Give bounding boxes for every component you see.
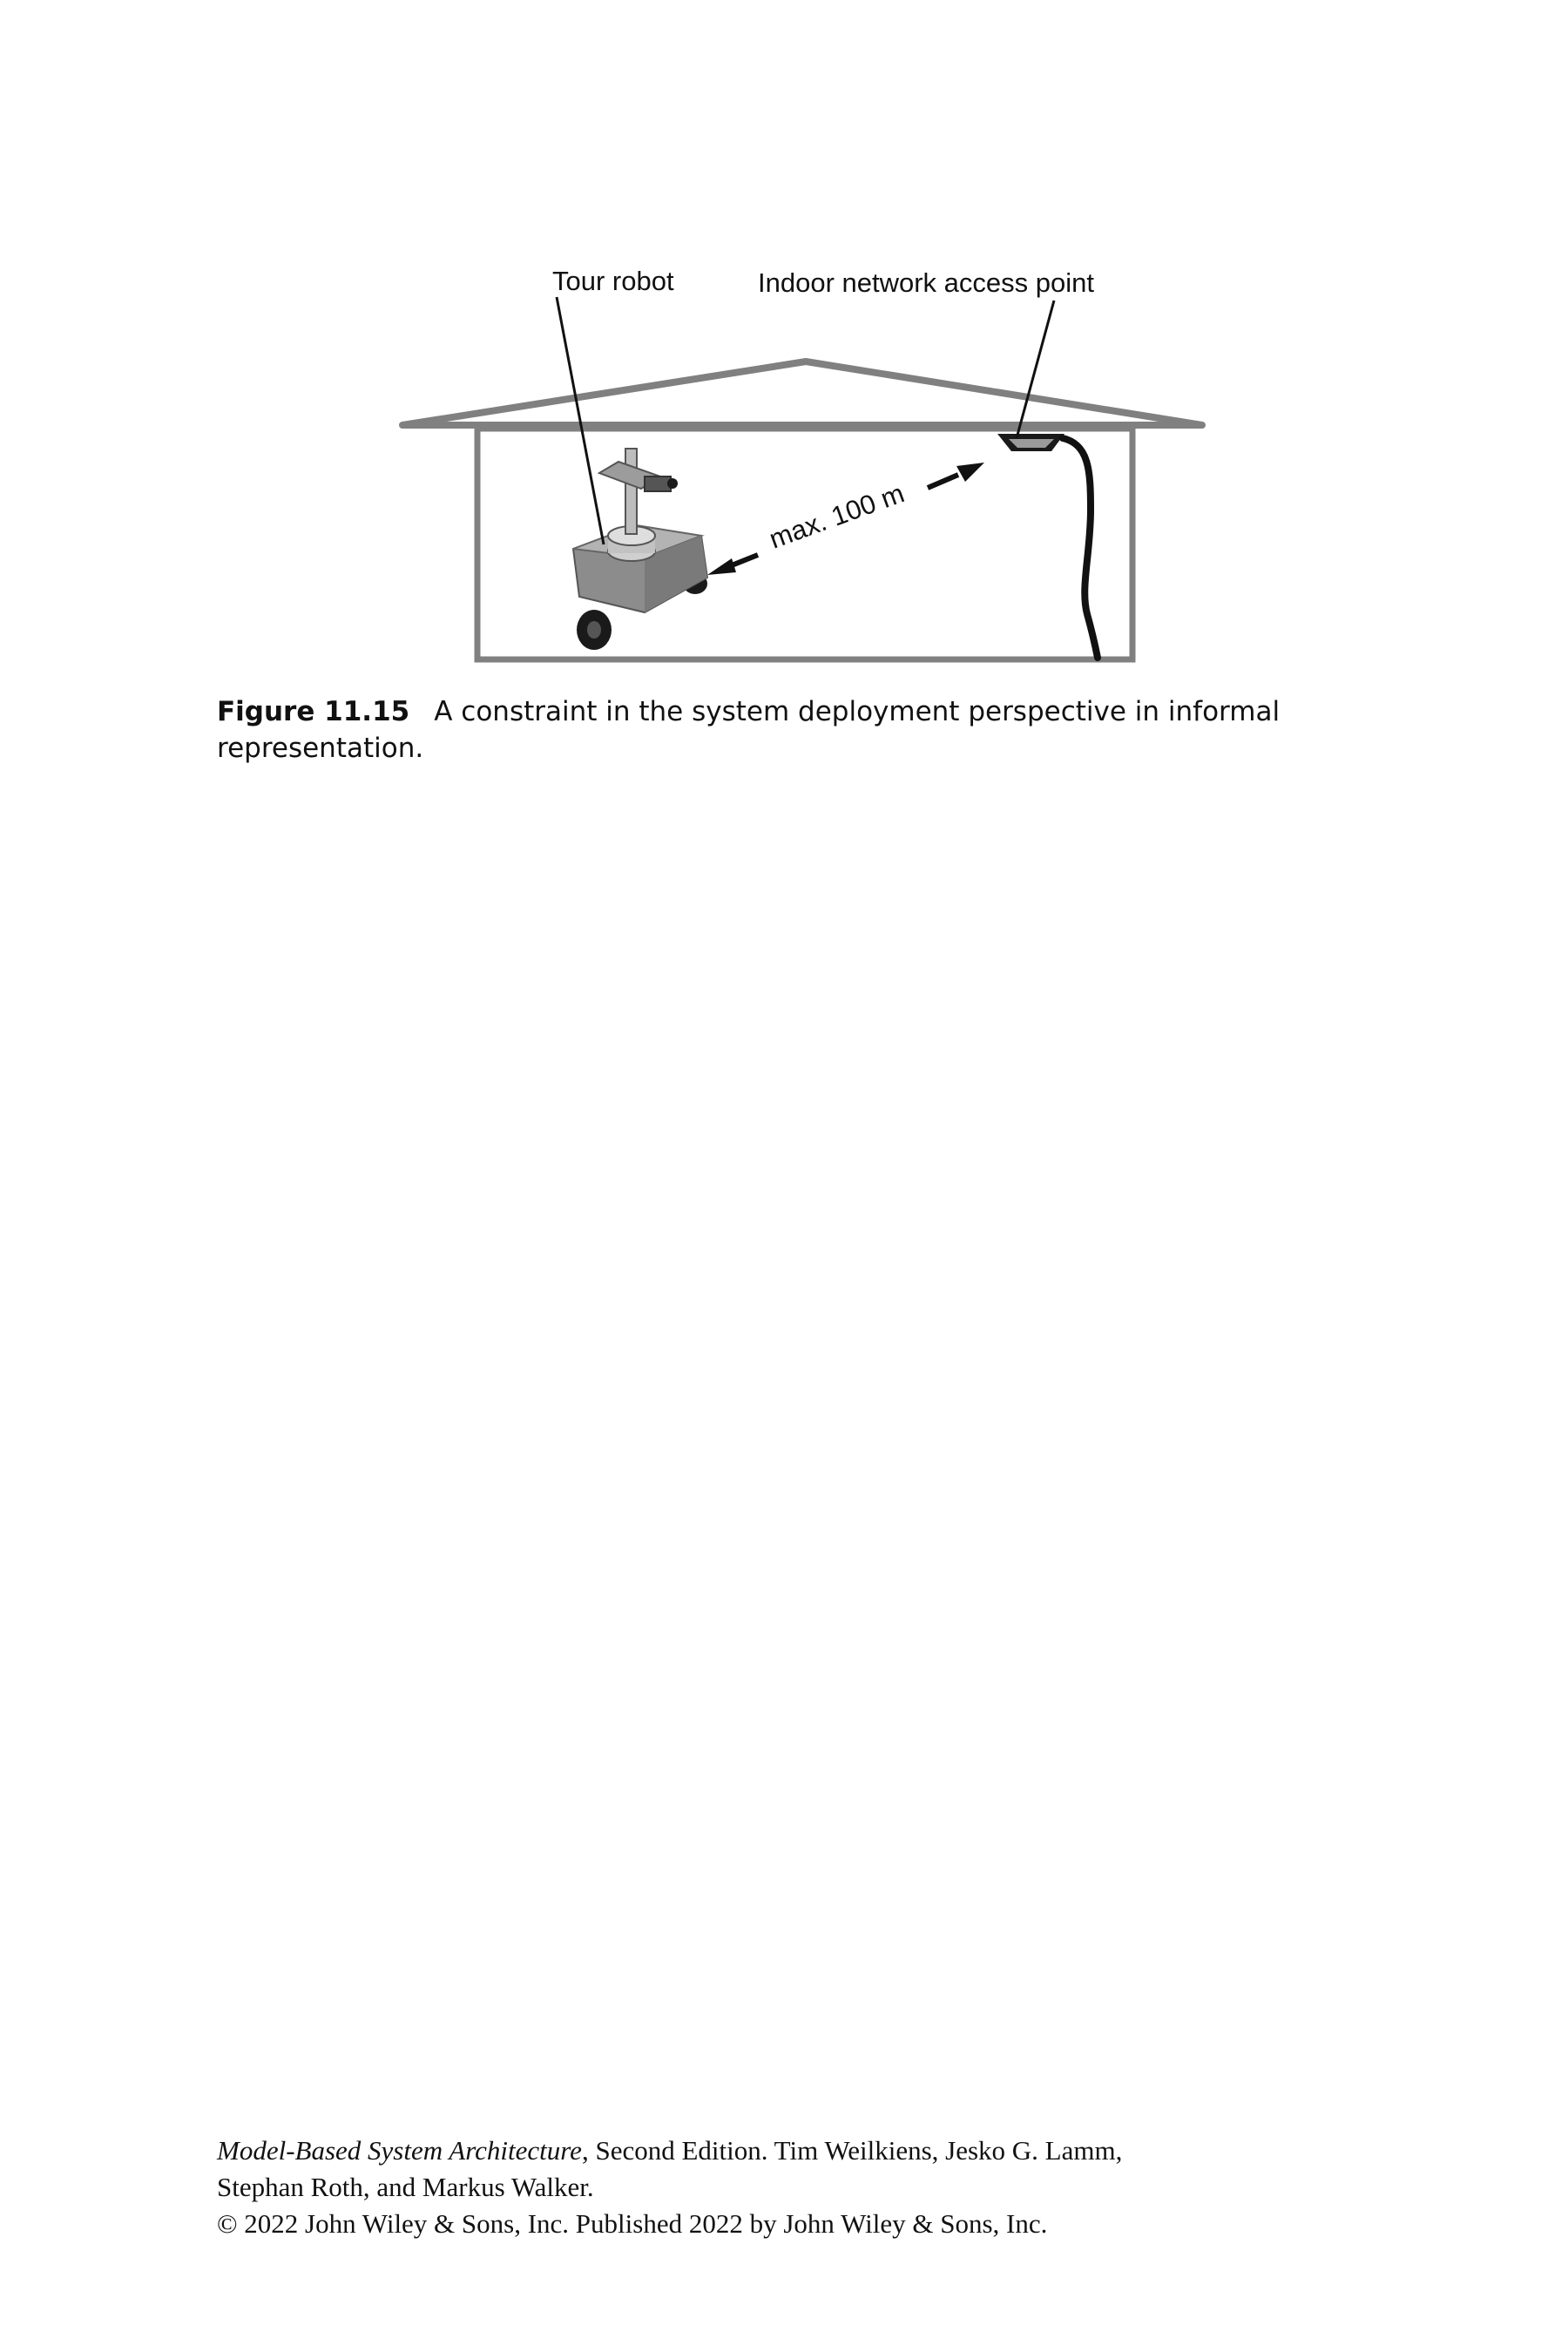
- robot-label: Tour robot: [552, 266, 674, 296]
- access-point-leader-line: [1017, 301, 1054, 438]
- house-walls: [477, 429, 1132, 659]
- book-title: Model-Based System Architecture: [217, 2135, 582, 2166]
- robot-icon: [573, 449, 707, 650]
- distance-label: max. 100 m: [765, 477, 909, 555]
- footer-line-1: [217, 2132, 1349, 2169]
- footer-credits-line2: Stephan Roth, and Markus Walker.: [217, 2172, 594, 2202]
- robot-leader-line: [557, 297, 604, 544]
- page-footer: [217, 2132, 1349, 2242]
- footer-credits-line1: , Second Edition. Tim Weilkiens, Jesko G. Lamm,: [581, 2135, 1123, 2166]
- house-roof: [402, 362, 1202, 425]
- figure-number: Figure 11.15: [217, 696, 410, 727]
- deployment-figure: [383, 248, 1237, 675]
- footer-copyright: © 2022 John Wiley & Sons, Inc. Published 2022 by John Wiley & Sons, Inc.: [217, 2208, 1048, 2239]
- figure-caption: [217, 693, 1349, 767]
- caption-text: A constraint in the system deployment perspective in informal representation.: [217, 696, 1281, 764]
- deployment-illustration: [383, 248, 1237, 675]
- access-point-label: Indoor network access point: [758, 267, 1094, 298]
